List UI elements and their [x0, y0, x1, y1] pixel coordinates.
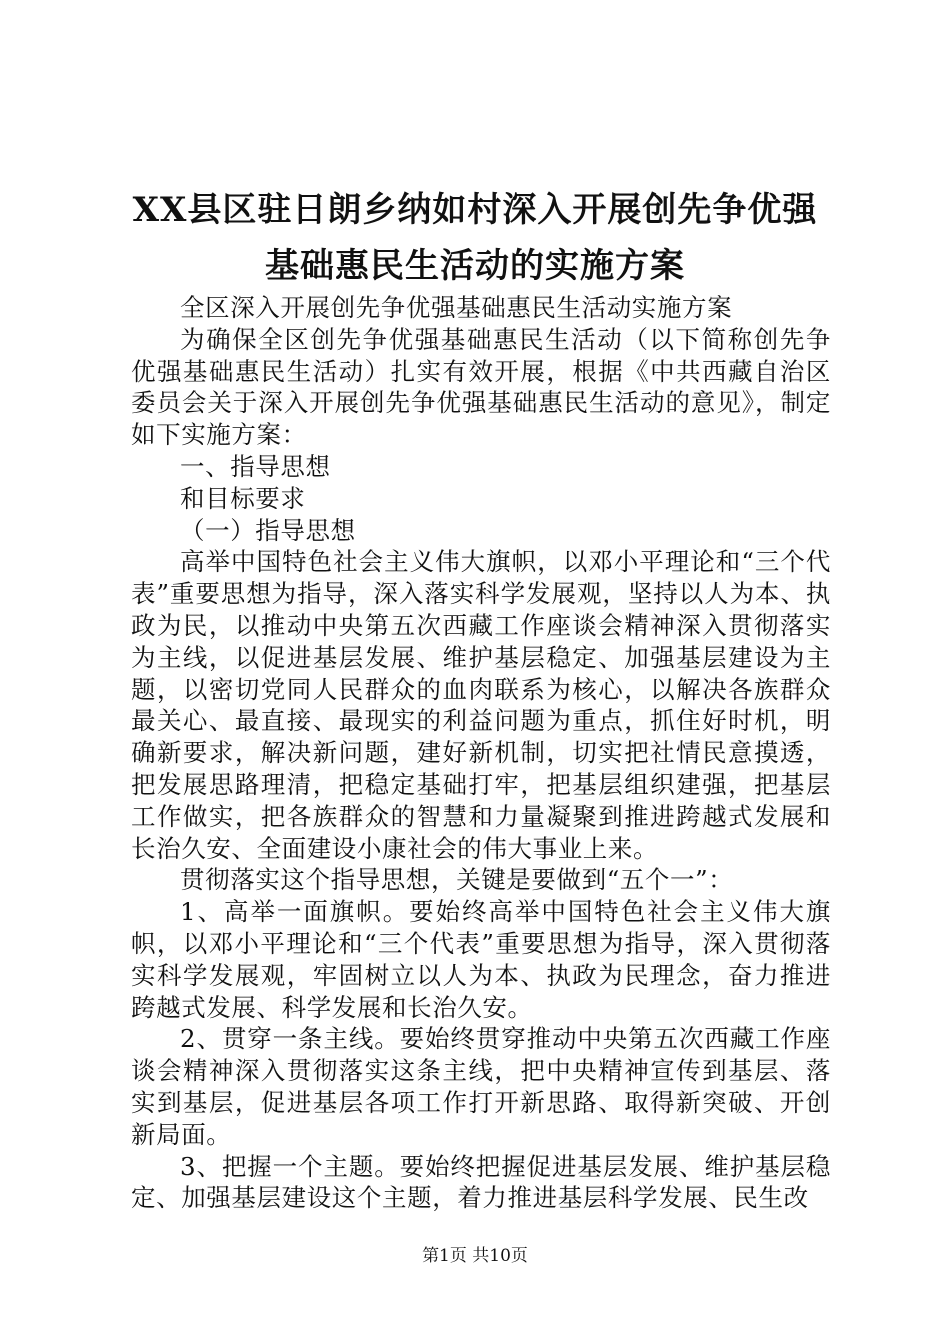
list-item: 3、把握一个主题。要始终把握促进基层发展、维护基层稳定、加强基层建设这个主题，着力推进基层科学发展、民生改	[131, 1151, 831, 1213]
subsection-heading: （一）指导思想	[180, 515, 356, 545]
page-footer	[0, 1244, 950, 1268]
title-line-1: XX县区驻日朗乡纳如村深入开展创先争优强	[132, 190, 818, 230]
paragraph: 贯彻落实这个指导思想，关键是要做到“五个一”：	[180, 865, 734, 895]
section-heading: 一、指导思想	[180, 451, 331, 481]
page-number: 第1页 共10页	[422, 1246, 528, 1266]
paragraph: 为确保全区创先争优强基础惠民生活动（以下简称创先争优强基础惠民生活动）扎实有效开展，根据《中共西藏自治区委员会关于深入开展创先争优强基础惠民生活动的意见》，制定如下实施方案：	[131, 324, 831, 450]
section-heading-continued: 和目标要求	[180, 483, 306, 513]
paragraph: 高举中国特色社会主义伟大旗帜，以邓小平理论和“三个代表”重要思想为指导，深入落实科学发展观，坚持以人为本、执政为民，以推动中央第五次西藏工作座谈会精神深入贯彻落实为主线，以促进基层发展、维护基层稳定、加强基层建设为主题，以密切党同人民群众的血肉联系为核心，以解决各族群众最关心、最直接、最现实的利益问题为重点，抓住好时机，明确新要求，解决新问题，建好新机制，切实把社情民意摸透，把发展思路理清，把稳定基础打牢，把基层组织建强，把基层工作做实，把各族群众的智慧和力量凝聚到推进跨越式发展和长治久安、全面建设小康社会的伟大事业上来。	[131, 547, 831, 863]
list-item: 1、高举一面旗帜。要始终高举中国特色社会主义伟大旗帜，以邓小平理论和“三个代表”重要思想为指导，深入贯彻落实科学发展观，牢固树立以人为本、执政为民理念，奋力推进跨越式发展、科学发展和长治久安。	[131, 897, 831, 1022]
paragraph: 全区深入开展创先争优强基础惠民生活动实施方案	[180, 293, 733, 322]
title-line-2: 基础惠民生活动的实施方案	[265, 246, 685, 286]
list-item: 2、贯穿一条主线。要始终贯穿推动中央第五次西藏工作座谈会精神深入贯彻落实这条主线，把中央精神宣传到基层、落实到基层，促进基层各项工作打开新思路、取得新突破、开创新局面。	[131, 1024, 831, 1149]
document-body	[131, 292, 831, 1214]
document-title	[110, 182, 840, 294]
